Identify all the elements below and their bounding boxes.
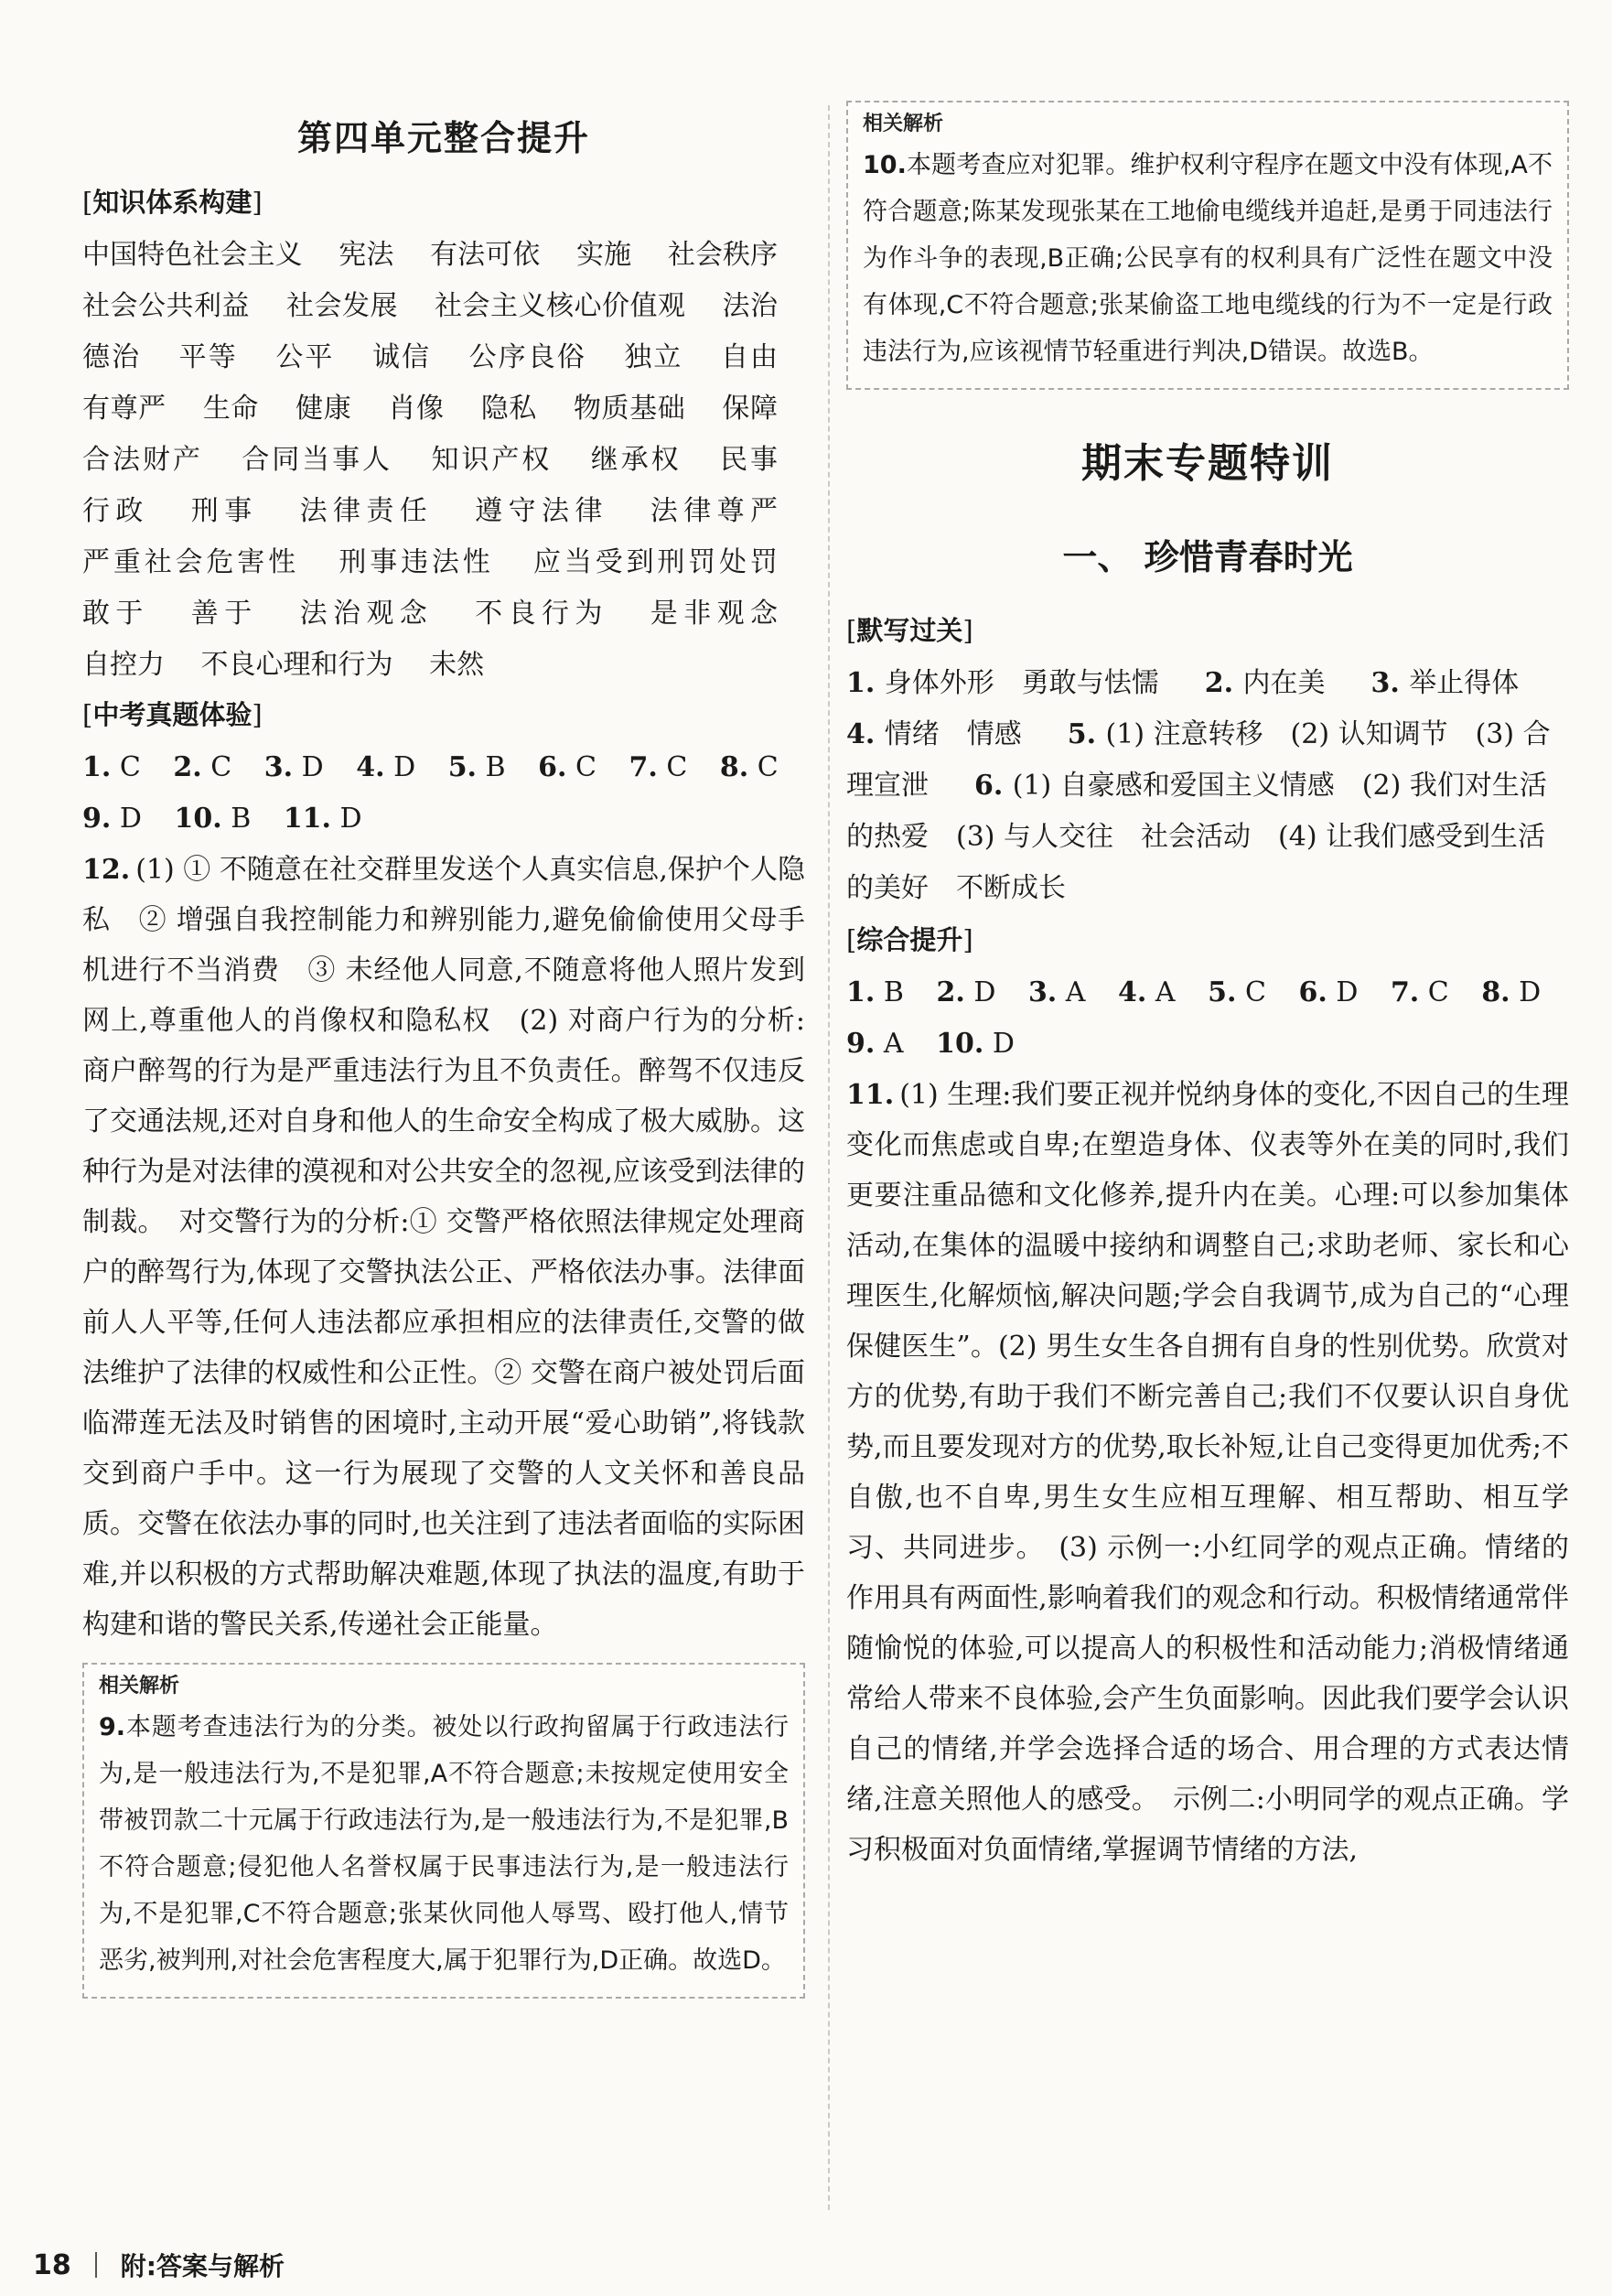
knowledge-term: 生命 xyxy=(202,393,260,425)
analysis-box xyxy=(846,101,1569,390)
choice-answers xyxy=(82,742,805,845)
fill-answer: 1. 身体外形 勇敢与怯懦 xyxy=(846,667,1159,699)
knowledge-term: 严重社会危害性 xyxy=(82,546,299,578)
knowledge-term: 社会发展 xyxy=(286,290,398,322)
knowledge-term: 继承权 xyxy=(590,444,682,476)
knowledge-term: 法律责任 xyxy=(299,495,434,527)
choice-answer: 5. C xyxy=(1208,976,1266,1008)
footer-text: 附:答案与解析 xyxy=(120,2251,285,2281)
knowledge-term: 社会公共利益 xyxy=(82,290,250,322)
choice-answer: 8. D xyxy=(1481,976,1542,1008)
choice-answer: 7. C xyxy=(1390,976,1449,1008)
knowledge-term: 应当受到刑罚处罚 xyxy=(533,546,778,578)
knowledge-term: 诚信 xyxy=(371,341,432,373)
section-heading-dictation: [默写过关] xyxy=(846,615,973,646)
knowledge-term: 遵守法律 xyxy=(475,495,608,527)
knowledge-term: 平等 xyxy=(178,341,238,373)
choice-answer: 1. C xyxy=(82,751,141,783)
knowledge-term: 不良行为 xyxy=(475,598,608,630)
choice-answer: 6. D xyxy=(1298,976,1359,1008)
knowledge-term: 刑事 xyxy=(190,495,258,527)
knowledge-term: 不良心理和行为 xyxy=(200,649,393,681)
knowledge-terms xyxy=(82,230,805,691)
choice-answer: 7. C xyxy=(629,751,688,783)
choice-answer: 2. C xyxy=(173,751,232,783)
choice-answer: 9. A xyxy=(846,1028,904,1060)
knowledge-term: 德治 xyxy=(82,341,142,373)
analysis-text: 10.本题考查应对犯罪。维护权利守程序在题文中没有体现,A不符合题意;陈某发现张某在工地偷电缆线并追赶,是勇于同违法行为作斗争的表现,B正确;公民享有的权利具有广泛性在题文中没有体现,C不符合题意;张某偷盗工地电缆线的行为不一定是行政违法行为,应该视情节轻重进行判决,D错误。故选B。 xyxy=(863,151,1553,366)
footer-separator xyxy=(95,2252,97,2278)
special-training-title: 期末专题特训 xyxy=(1081,440,1334,487)
fill-answer: 3. 举止得体 xyxy=(1370,667,1520,699)
knowledge-term: 敢于 xyxy=(82,598,149,630)
knowledge-term: 宪法 xyxy=(339,239,394,271)
knowledge-term: 社会主义核心价值观 xyxy=(435,290,686,322)
knowledge-term: 肖像 xyxy=(388,393,445,425)
section-heading-comprehensive: [综合提升] xyxy=(846,924,973,955)
choice-answer: 6. C xyxy=(538,751,596,783)
analysis-box xyxy=(82,1663,805,1999)
knowledge-term: 未然 xyxy=(429,649,485,681)
knowledge-term: 合法财产 xyxy=(82,444,203,476)
analysis-text: 9.本题考查违法行为的分类。被处以行政拘留属于行政违法行为,是一般违法行为,不是犯罪,A不符合题意;未按规定使用安全带被罚款二十元属于行政违法行为,是一般违法行为,不是犯罪,B不符合题意;侵犯他人名誉权属于民事违法行为,是一般违法行为,不是犯罪,C不符合题意;张某伙同他人辱骂、殴打他人,情节恶劣,被判刑,对社会危害程度大,属于犯罪行为,D正确。故选D。 xyxy=(99,1713,789,1975)
fill-answer: 4. 情绪 情感 xyxy=(846,718,1022,750)
knowledge-term: 法治观念 xyxy=(299,598,434,630)
knowledge-term: 保障 xyxy=(722,393,778,425)
page-number: 18 xyxy=(33,2248,71,2281)
knowledge-term: 民事 xyxy=(720,444,779,476)
topic-title: 一、 珍惜青春时光 xyxy=(1062,536,1353,577)
knowledge-term: 中国特色社会主义 xyxy=(82,239,303,271)
right-column xyxy=(846,101,1569,1875)
choice-answer: 10. B xyxy=(174,803,252,835)
knowledge-term: 有法可依 xyxy=(430,239,541,271)
choice-answer: 9. D xyxy=(82,803,142,835)
knowledge-term: 社会秩序 xyxy=(667,239,779,271)
section-heading-exam: [中考真题体验] xyxy=(82,699,263,730)
knowledge-term: 行政 xyxy=(82,495,149,527)
fill-answer: 5. (1) 注意转移 (2) 认知调节 (3) 合理宣泄 xyxy=(846,718,1551,802)
unit-title: 第四单元整合提升 xyxy=(296,117,590,158)
knowledge-term: 有尊严 xyxy=(82,393,167,425)
fill-answer: 2. 内在美 xyxy=(1204,667,1326,699)
page-footer xyxy=(33,2247,285,2283)
knowledge-term: 合同当事人 xyxy=(242,444,392,476)
choice-answer: 3. A xyxy=(1027,976,1086,1008)
knowledge-term: 善于 xyxy=(190,598,258,630)
knowledge-term: 健康 xyxy=(296,393,352,425)
left-column xyxy=(82,110,805,1999)
knowledge-term: 知识产权 xyxy=(431,444,553,476)
question-11-answer: 11. (1) 生理:我们要正视并悦纳身体的变化,不因自己的生理变化而焦虑或自卑;在塑造身体、仪表等外在美的同时,我们更要注重品德和文化修养,提升内在美。心理:可以参加集体活动,在集体的温暖中接纳和调整自己;求助老师、家长和心理医生,化解烦恼,解决问题;学会自我调节,成为自己的“心理保健医生”。(2) 男生女生各自拥有自身的性别优势。欣赏对方的优势,有助于我们不断完善自己;我们不仅要认识自身优势,而且要发现对方的优势,取长补短,让自己变得更加优秀;不自傲,也不自卑,男生女生应相互理解、相互帮助、相互学习、共同进步。 (3) 示例一:小红同学的观点正确。情绪的作用具有两面性,影响着我们的观念和行动。积极情绪通常伴随愉悦的体验,可以提高人的积极性和活动能力;消极情绪通常给人带来不良体验,会产生负面影响。因此我们要学会认识自己的情绪,并学会选择合适的场合、用合理的方式表达情绪,注意关照他人的感受。 示例二:小明同学的观点正确。学习积极面对负面情绪,掌握调节情绪的方法, xyxy=(846,1079,1569,1866)
choice-answers xyxy=(846,967,1569,1070)
analysis-heading: 相关解析 xyxy=(863,113,944,135)
question-12-answer: 12. (1) ① 不随意在社交群里发送个人真实信息,保护个人隐私 ② 增强自我控制能力和辨别能力,避免偷偷使用父母手机进行不当消费 ③ 未经他人同意,不随意将他人照片发到网上,尊重他人的肖像权和隐私权 (2) 对商户行为的分析:商户醉驾的行为是严重违法行为且不负责任。醉驾不仅违反了交通法规,还对自身和他人的生命安全构成了极大威胁。这种行为是对法律的漠视和对公共安全的忽视,应该受到法律的制裁。 对交警行为的分析:① 交警严格依照法律规定处理商户的醉驾行为,体现了交警执法公正、严格依法办事。法律面前人人平等,任何人违法都应承担相应的法律责任,交警的做法维护了法律的权威性和公正性。② 交警在商户被处罚后面临滞莲无法及时销售的困境时,主动开展“爱心助销”,将钱款交到商户手中。这一行为展现了交警的人文关怀和善良品质。交警在依法办事的同时,也关注到了违法者面临的实际困难,并以积极的方式帮助解决难题,体现了执法的温度,有助于构建和谐的警民关系,传递社会正能量。 xyxy=(82,854,805,1641)
fill-answer: 6. (1) 自豪感和爱国主义情感 (2) 我们对生活的热爱 (3) 与人交往 社会活动 (4) 让我们感受到生活的美好 不断成长 xyxy=(846,770,1547,904)
knowledge-term: 隐私 xyxy=(480,393,537,425)
choice-answer: 8. C xyxy=(719,751,779,783)
choice-answer: 2. D xyxy=(936,976,996,1008)
knowledge-term: 是非观念 xyxy=(650,598,779,630)
choice-answer: 11. D xyxy=(283,803,362,835)
knowledge-term: 物质基础 xyxy=(573,393,686,425)
column-divider xyxy=(828,105,830,2210)
knowledge-term: 公序良俗 xyxy=(468,341,586,373)
choice-answer: 4. A xyxy=(1118,976,1176,1008)
knowledge-term: 法律尊严 xyxy=(650,495,779,527)
knowledge-term: 自控力 xyxy=(82,649,165,681)
fill-answers xyxy=(846,658,1569,914)
knowledge-term: 刑事违法性 xyxy=(339,546,494,578)
choice-answer: 1. B xyxy=(846,976,904,1008)
knowledge-term: 自由 xyxy=(721,341,779,373)
knowledge-term: 实施 xyxy=(576,239,632,271)
choice-answer: 4. D xyxy=(356,751,416,783)
knowledge-term: 独立 xyxy=(624,341,683,373)
knowledge-term: 法治 xyxy=(722,290,778,322)
choice-answer: 3. D xyxy=(263,751,324,783)
knowledge-term: 公平 xyxy=(275,341,335,373)
choice-answer: 5. B xyxy=(447,751,506,783)
section-heading-knowledge: [知识体系构建] xyxy=(82,187,263,218)
analysis-heading: 相关解析 xyxy=(99,1675,180,1698)
choice-answer: 10. D xyxy=(936,1028,1015,1060)
